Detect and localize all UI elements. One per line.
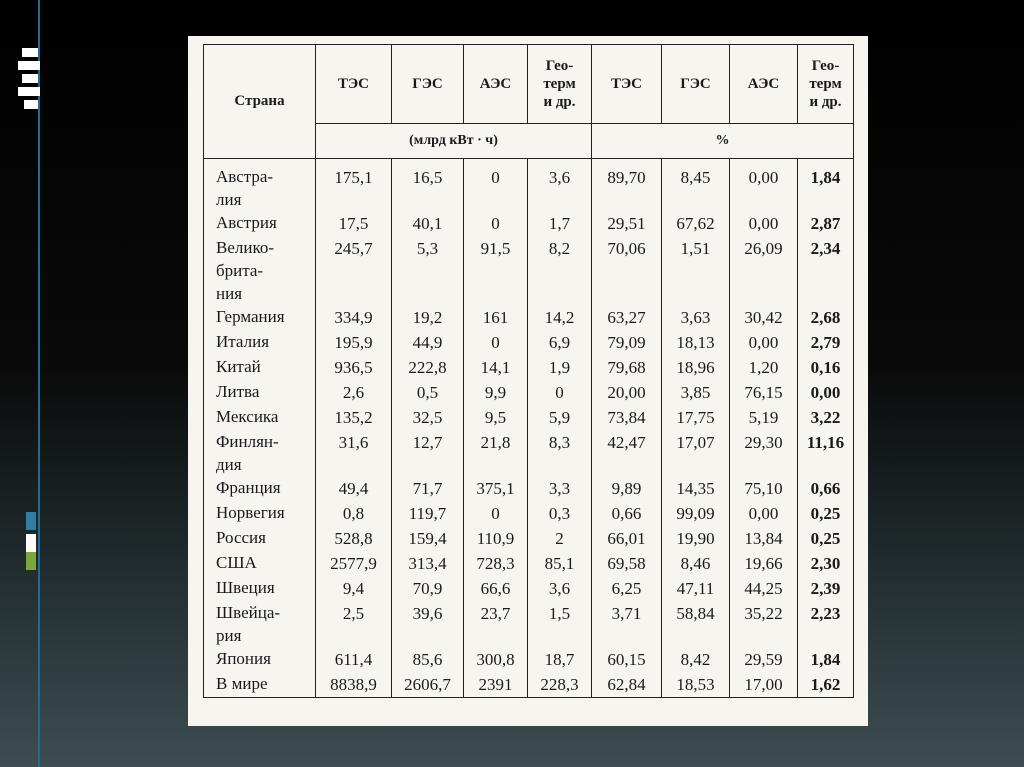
country-cell: Литва	[204, 380, 316, 405]
value-cell: 13,84	[730, 526, 798, 551]
value-cell: 32,5	[392, 405, 464, 430]
value-cell: 9,89	[592, 476, 662, 501]
value-cell: 26,09	[730, 236, 798, 305]
value-cell: 0,3	[528, 501, 592, 526]
value-cell: 79,09	[592, 330, 662, 355]
value-cell: 42,47	[592, 430, 662, 476]
value-cell: 18,13	[662, 330, 730, 355]
value-cell: 1,9	[528, 355, 592, 380]
value-cell: 17,07	[662, 430, 730, 476]
table-row	[204, 380, 854, 405]
value-cell: 89,70	[592, 159, 662, 212]
table-row	[204, 405, 854, 430]
value-cell: 63,27	[592, 305, 662, 330]
value-cell: 0,00	[730, 211, 798, 236]
value-cell: 14,1	[464, 355, 528, 380]
table-row	[204, 211, 854, 236]
country-cell: Норвегия	[204, 501, 316, 526]
value-cell: 2,5	[316, 601, 392, 647]
value-cell: 1,5	[528, 601, 592, 647]
table-row	[204, 330, 854, 355]
table-row	[204, 476, 854, 501]
value-cell: 2391	[464, 672, 528, 698]
value-cell: 8838,9	[316, 672, 392, 698]
value-cell: 9,4	[316, 576, 392, 601]
value-cell: 161	[464, 305, 528, 330]
value-cell: 73,84	[592, 405, 662, 430]
country-cell: В мире	[204, 672, 316, 698]
value-cell: 17,00	[730, 672, 798, 698]
value-cell: 39,6	[392, 601, 464, 647]
table-row	[204, 672, 854, 698]
unit-absolute: (млрд кВт · ч)	[316, 124, 592, 159]
value-cell: 9,5	[464, 405, 528, 430]
value-cell: 29,30	[730, 430, 798, 476]
country-cell: Франция	[204, 476, 316, 501]
table-row	[204, 236, 854, 305]
value-cell: 0,00	[798, 380, 854, 405]
value-cell: 228,3	[528, 672, 592, 698]
value-cell: 2,87	[798, 211, 854, 236]
country-header: Страна	[204, 45, 316, 159]
value-cell: 91,5	[464, 236, 528, 305]
value-cell: 159,4	[392, 526, 464, 551]
value-cell: 99,09	[662, 501, 730, 526]
country-cell: Италия	[204, 330, 316, 355]
value-cell: 3,22	[798, 405, 854, 430]
value-cell: 67,62	[662, 211, 730, 236]
decorative-bars	[18, 48, 40, 118]
value-cell: 0,66	[592, 501, 662, 526]
value-cell: 8,3	[528, 430, 592, 476]
value-cell: 3,3	[528, 476, 592, 501]
value-cell: 5,9	[528, 405, 592, 430]
country-cell: Финлян- дия	[204, 430, 316, 476]
country-cell: Велико- брита- ния	[204, 236, 316, 305]
col-header: АЭС	[464, 45, 528, 124]
value-cell: 85,1	[528, 551, 592, 576]
table-row	[204, 355, 854, 380]
value-cell: 40,1	[392, 211, 464, 236]
value-cell: 75,10	[730, 476, 798, 501]
table-row	[204, 647, 854, 672]
value-cell: 66,6	[464, 576, 528, 601]
value-cell: 0,00	[730, 159, 798, 212]
value-cell: 0,00	[730, 330, 798, 355]
value-cell: 334,9	[316, 305, 392, 330]
value-cell: 35,22	[730, 601, 798, 647]
value-cell: 1,62	[798, 672, 854, 698]
value-cell: 20,00	[592, 380, 662, 405]
value-cell: 17,75	[662, 405, 730, 430]
table-row	[204, 159, 854, 212]
table-wrapper	[203, 44, 855, 714]
country-cell: Япония	[204, 647, 316, 672]
table-row	[204, 551, 854, 576]
value-cell: 3,71	[592, 601, 662, 647]
value-cell: 76,15	[730, 380, 798, 405]
value-cell: 1,51	[662, 236, 730, 305]
value-cell: 0	[464, 330, 528, 355]
table-row	[204, 526, 854, 551]
value-cell: 1,84	[798, 159, 854, 212]
value-cell: 47,11	[662, 576, 730, 601]
value-cell: 936,5	[316, 355, 392, 380]
country-cell: Россия	[204, 526, 316, 551]
value-cell: 300,8	[464, 647, 528, 672]
accent-block-blue	[26, 512, 36, 530]
col-header: ТЭС	[592, 45, 662, 124]
country-cell: Швеция	[204, 576, 316, 601]
value-cell: 313,4	[392, 551, 464, 576]
value-cell: 11,16	[798, 430, 854, 476]
col-header: Гео- терм и др.	[798, 45, 854, 124]
value-cell: 21,8	[464, 430, 528, 476]
value-cell: 19,2	[392, 305, 464, 330]
value-cell: 14,2	[528, 305, 592, 330]
country-cell: Австра- лия	[204, 159, 316, 212]
value-cell: 9,9	[464, 380, 528, 405]
value-cell: 58,84	[662, 601, 730, 647]
table-row	[204, 601, 854, 647]
value-cell: 0	[464, 159, 528, 212]
value-cell: 79,68	[592, 355, 662, 380]
value-cell: 0	[528, 380, 592, 405]
value-cell: 62,84	[592, 672, 662, 698]
value-cell: 6,25	[592, 576, 662, 601]
value-cell: 44,9	[392, 330, 464, 355]
accent-block-green	[26, 552, 36, 570]
unit-percent: %	[592, 124, 854, 159]
value-cell: 222,8	[392, 355, 464, 380]
value-cell: 2,6	[316, 380, 392, 405]
value-cell: 29,51	[592, 211, 662, 236]
value-cell: 29,59	[730, 647, 798, 672]
value-cell: 70,9	[392, 576, 464, 601]
value-cell: 728,3	[464, 551, 528, 576]
table-row	[204, 576, 854, 601]
value-cell: 3,85	[662, 380, 730, 405]
value-cell: 2,39	[798, 576, 854, 601]
value-cell: 375,1	[464, 476, 528, 501]
value-cell: 110,9	[464, 526, 528, 551]
value-cell: 31,6	[316, 430, 392, 476]
value-cell: 175,1	[316, 159, 392, 212]
col-header: Гео- терм и др.	[528, 45, 592, 124]
accent-block-white	[26, 534, 36, 552]
value-cell: 18,53	[662, 672, 730, 698]
value-cell: 69,58	[592, 551, 662, 576]
value-cell: 2,79	[798, 330, 854, 355]
value-cell: 0,16	[798, 355, 854, 380]
table-row	[204, 305, 854, 330]
value-cell: 1,84	[798, 647, 854, 672]
value-cell: 0,5	[392, 380, 464, 405]
country-cell: Германия	[204, 305, 316, 330]
value-cell: 3,63	[662, 305, 730, 330]
value-cell: 18,96	[662, 355, 730, 380]
value-cell: 18,7	[528, 647, 592, 672]
value-cell: 119,7	[392, 501, 464, 526]
col-header: АЭС	[730, 45, 798, 124]
value-cell: 30,42	[730, 305, 798, 330]
country-cell: Китай	[204, 355, 316, 380]
scanned-table-sheet	[188, 36, 868, 726]
value-cell: 0,25	[798, 526, 854, 551]
table-body	[204, 159, 854, 698]
value-cell: 2,34	[798, 236, 854, 305]
value-cell: 8,42	[662, 647, 730, 672]
table-row	[204, 430, 854, 476]
value-cell: 0,00	[730, 501, 798, 526]
value-cell: 0,8	[316, 501, 392, 526]
value-cell: 49,4	[316, 476, 392, 501]
value-cell: 60,15	[592, 647, 662, 672]
col-header: ГЭС	[392, 45, 464, 124]
value-cell: 2,23	[798, 601, 854, 647]
country-cell: США	[204, 551, 316, 576]
value-cell: 14,35	[662, 476, 730, 501]
value-cell: 8,45	[662, 159, 730, 212]
value-cell: 611,4	[316, 647, 392, 672]
value-cell: 0,66	[798, 476, 854, 501]
value-cell: 19,90	[662, 526, 730, 551]
value-cell: 5,19	[730, 405, 798, 430]
value-cell: 2,30	[798, 551, 854, 576]
value-cell: 85,6	[392, 647, 464, 672]
value-cell: 3,6	[528, 576, 592, 601]
value-cell: 2	[528, 526, 592, 551]
value-cell: 135,2	[316, 405, 392, 430]
value-cell: 3,6	[528, 159, 592, 212]
value-cell: 0	[464, 211, 528, 236]
value-cell: 17,5	[316, 211, 392, 236]
value-cell: 1,7	[528, 211, 592, 236]
value-cell: 0	[464, 501, 528, 526]
electricity-table	[203, 44, 854, 698]
table-row	[204, 501, 854, 526]
value-cell: 19,66	[730, 551, 798, 576]
col-header: ГЭС	[662, 45, 730, 124]
value-cell: 2577,9	[316, 551, 392, 576]
value-cell: 8,2	[528, 236, 592, 305]
value-cell: 528,8	[316, 526, 392, 551]
value-cell: 5,3	[392, 236, 464, 305]
value-cell: 70,06	[592, 236, 662, 305]
value-cell: 12,7	[392, 430, 464, 476]
value-cell: 245,7	[316, 236, 392, 305]
value-cell: 195,9	[316, 330, 392, 355]
value-cell: 2,68	[798, 305, 854, 330]
country-cell: Австрия	[204, 211, 316, 236]
value-cell: 1,20	[730, 355, 798, 380]
value-cell: 6,9	[528, 330, 592, 355]
col-header: ТЭС	[316, 45, 392, 124]
value-cell: 23,7	[464, 601, 528, 647]
country-cell: Швейца- рия	[204, 601, 316, 647]
value-cell: 2606,7	[392, 672, 464, 698]
value-cell: 66,01	[592, 526, 662, 551]
value-cell: 71,7	[392, 476, 464, 501]
country-cell: Мексика	[204, 405, 316, 430]
value-cell: 0,25	[798, 501, 854, 526]
value-cell: 16,5	[392, 159, 464, 212]
value-cell: 44,25	[730, 576, 798, 601]
value-cell: 8,46	[662, 551, 730, 576]
